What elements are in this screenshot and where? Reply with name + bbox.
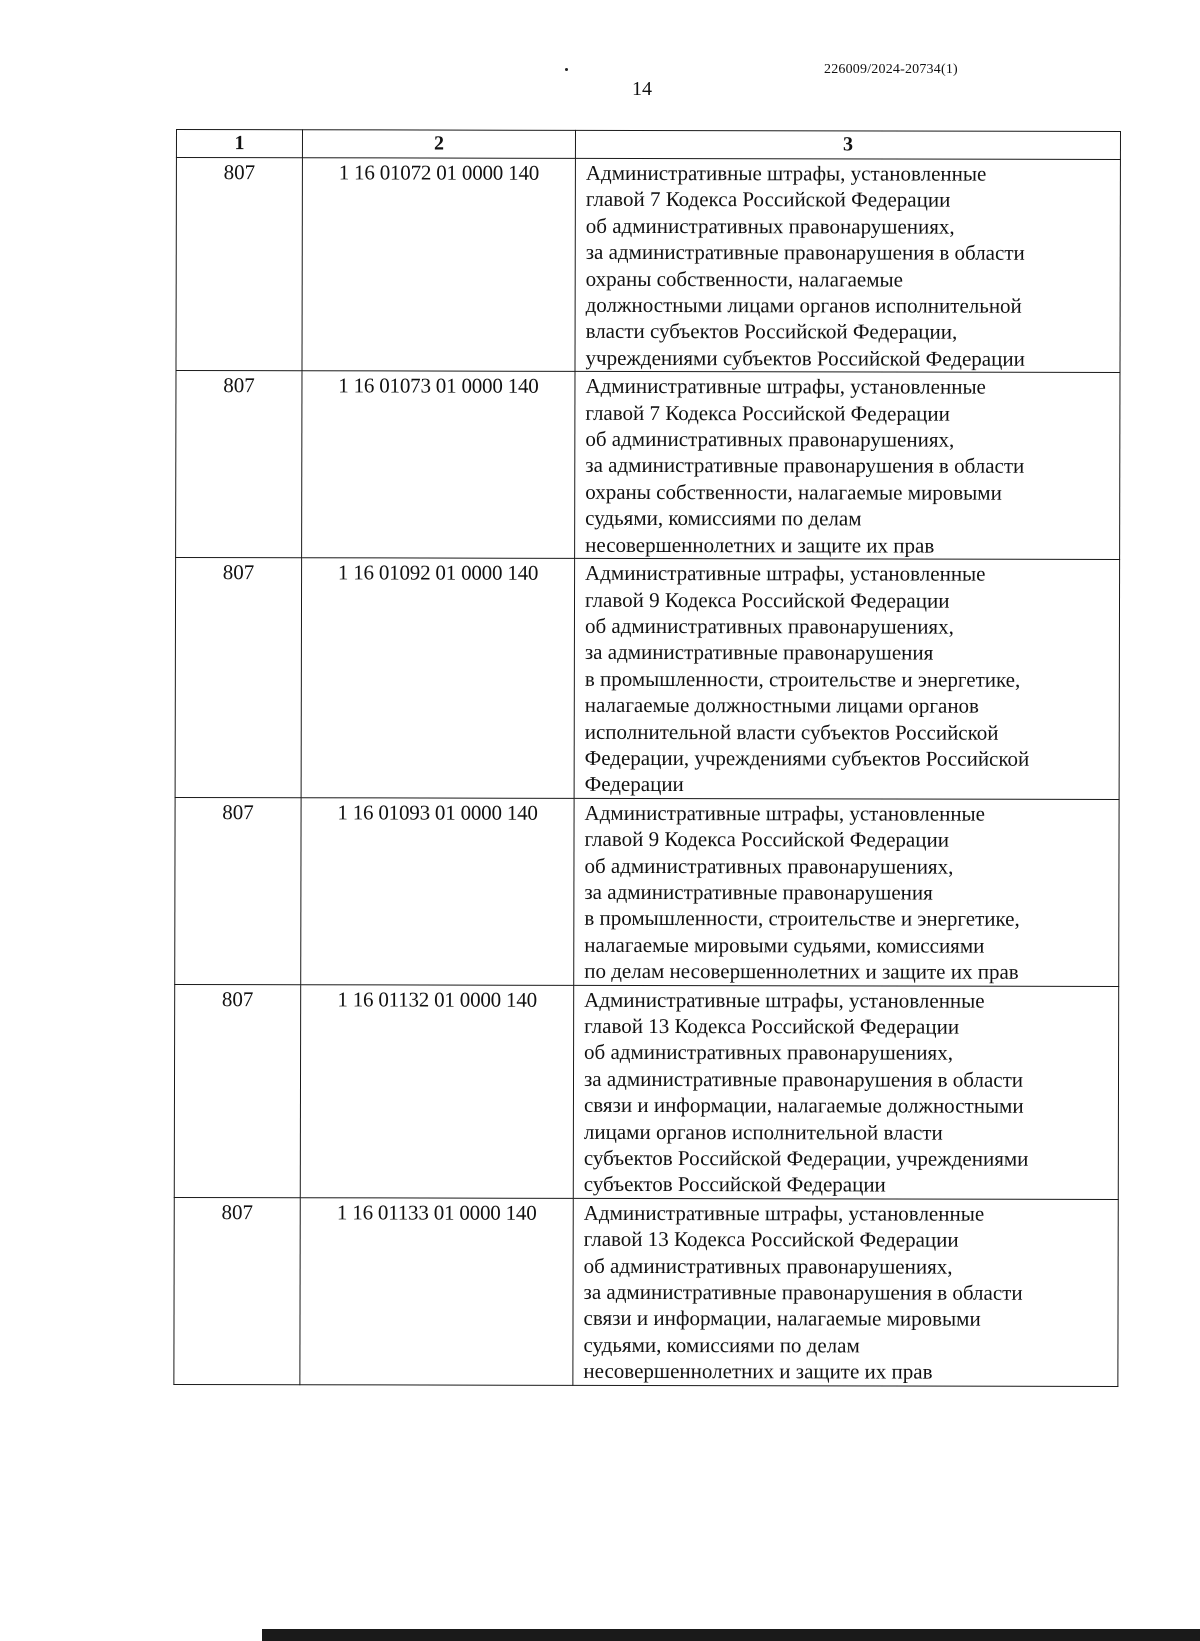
description-line: по делам несовершеннолетних и защите их прав (584, 959, 1019, 984)
description-line: исполнительной власти субъектов Российской (584, 719, 999, 745)
admin-code-cell: 807 (174, 1197, 300, 1384)
description-line: охраны собственности, налагаемые (585, 266, 903, 292)
description-line: субъектов Российской Федерации, учреждениями (583, 1145, 1029, 1171)
budget-codes-table (173, 129, 1121, 1387)
description-line: об административных правонарушениях, (583, 1253, 953, 1279)
description-line: Административные штрафы, установленные (585, 560, 986, 586)
budget-classification-code-cell: 1 16 01092 01 0000 140 (301, 558, 575, 798)
revenue-description-cell (575, 372, 1120, 560)
admin-code-cell: 807 (176, 371, 302, 558)
description-line: Административные штрафы, установленные (584, 800, 986, 826)
budget-classification-code-cell: 1 16 01093 01 0000 140 (301, 798, 574, 985)
description-line: в промышленности, строительстве и энергетике, (584, 666, 1021, 692)
description-line: связи и информации, налагаемые мировыми (583, 1306, 981, 1332)
page-number: 14 (632, 78, 652, 100)
description-line: за административные правонарушения (584, 879, 933, 905)
table-body (174, 158, 1121, 1387)
document-id: 226009/2024-20734(1) (824, 62, 958, 77)
table-row (175, 558, 1119, 800)
description-line: Федерации (584, 772, 684, 797)
revenue-description-cell (575, 158, 1120, 372)
revenue-description-cell (573, 1198, 1118, 1386)
description-line: должностными лицами органов исполнительной (585, 292, 1022, 318)
column-header-2: 2 (302, 130, 575, 159)
description-line: в промышленности, строительстве и энергетике, (584, 906, 1020, 932)
column-header-3: 3 (575, 130, 1120, 159)
description-line: об административных правонарушениях, (584, 853, 954, 879)
description-line: Административные штрафы, установленные (585, 160, 987, 186)
description-line: Административные штрафы, установленные (583, 1200, 985, 1226)
table-row (176, 158, 1120, 373)
description-line: охраны собственности, налагаемые мировыми (585, 479, 1002, 505)
description-line: об административных правонарушениях, (584, 1040, 953, 1066)
admin-code-cell: 807 (176, 158, 302, 372)
description-line: главой 9 Кодекса Российской Федерации (584, 587, 950, 613)
revenue-description-cell (573, 985, 1118, 1199)
description-line: Административные штрафы, установленные (585, 374, 986, 399)
table-header-row (176, 130, 1120, 160)
description-line: несовершеннолетних и защите их прав (583, 1359, 933, 1384)
description-line: главой 9 Кодекса Российской Федерации (584, 827, 950, 852)
budget-classification-code-cell: 1 16 01133 01 0000 140 (300, 1198, 573, 1385)
description-line: судьями, комиссиями по делам (583, 1332, 860, 1358)
description-line: власти субъектов Российской Федерации, (585, 319, 958, 345)
description-line: лицами органов исполнительной власти (583, 1119, 943, 1145)
description-line: налагаемые должностными лицами органов (584, 692, 980, 718)
description-line: за административные правонарушения в области (585, 240, 1025, 265)
column-header-1: 1 (176, 130, 302, 158)
description-line: за административные правонарушения (584, 640, 934, 665)
scan-artifact-dot (565, 68, 568, 71)
description-line: Административные штрафы, установленные (584, 987, 985, 1013)
description-line: судьями, комиссиями по делам (585, 506, 862, 531)
table-row (175, 797, 1119, 986)
description-line: главой 13 Кодекса Российской Федерации (584, 1013, 960, 1039)
scan-bottom-edge (262, 1629, 1200, 1641)
description-line: за административные правонарушения в области (583, 1066, 1024, 1092)
description-line: об административных правонарушениях, (585, 213, 955, 239)
description-line: об административных правонарушениях, (584, 613, 954, 639)
description-line: главой 7 Кодекса Российской Федерации (585, 187, 951, 213)
description-line: главой 13 Кодекса Российской Федерации (583, 1227, 959, 1252)
admin-code-cell: 807 (175, 797, 301, 984)
table-row (174, 984, 1118, 1199)
revenue-description-cell (574, 798, 1119, 986)
description-line: за административные правонарушения в области (585, 453, 1025, 479)
admin-code-cell: 807 (174, 984, 300, 1198)
description-line: несовершеннолетних и защите их прав (585, 532, 935, 558)
description-line: налагаемые мировыми судьями, комиссиями (584, 932, 985, 958)
revenue-description-cell (574, 558, 1120, 799)
description-line: субъектов Российской Федерации (583, 1172, 886, 1197)
table-row (174, 1197, 1118, 1386)
admin-code-cell: 807 (175, 558, 302, 798)
description-line: об административных правонарушениях, (585, 426, 955, 452)
description-line: главой 7 Кодекса Российской Федерации (585, 400, 950, 426)
budget-classification-code-cell: 1 16 01072 01 0000 140 (302, 158, 575, 372)
budget-codes-table-container (173, 129, 1120, 1387)
budget-classification-code-cell: 1 16 01073 01 0000 140 (302, 371, 575, 558)
description-line: за административные правонарушения в области (583, 1279, 1023, 1305)
description-line: Федерации, учреждениями субъектов Российской (584, 745, 1030, 771)
description-line: связи и информации, налагаемые должностными (583, 1093, 1024, 1118)
budget-classification-code-cell: 1 16 01132 01 0000 140 (300, 984, 573, 1198)
description-line: учреждениями субъектов Российской Федерации (585, 345, 1025, 371)
table-row (176, 371, 1120, 560)
